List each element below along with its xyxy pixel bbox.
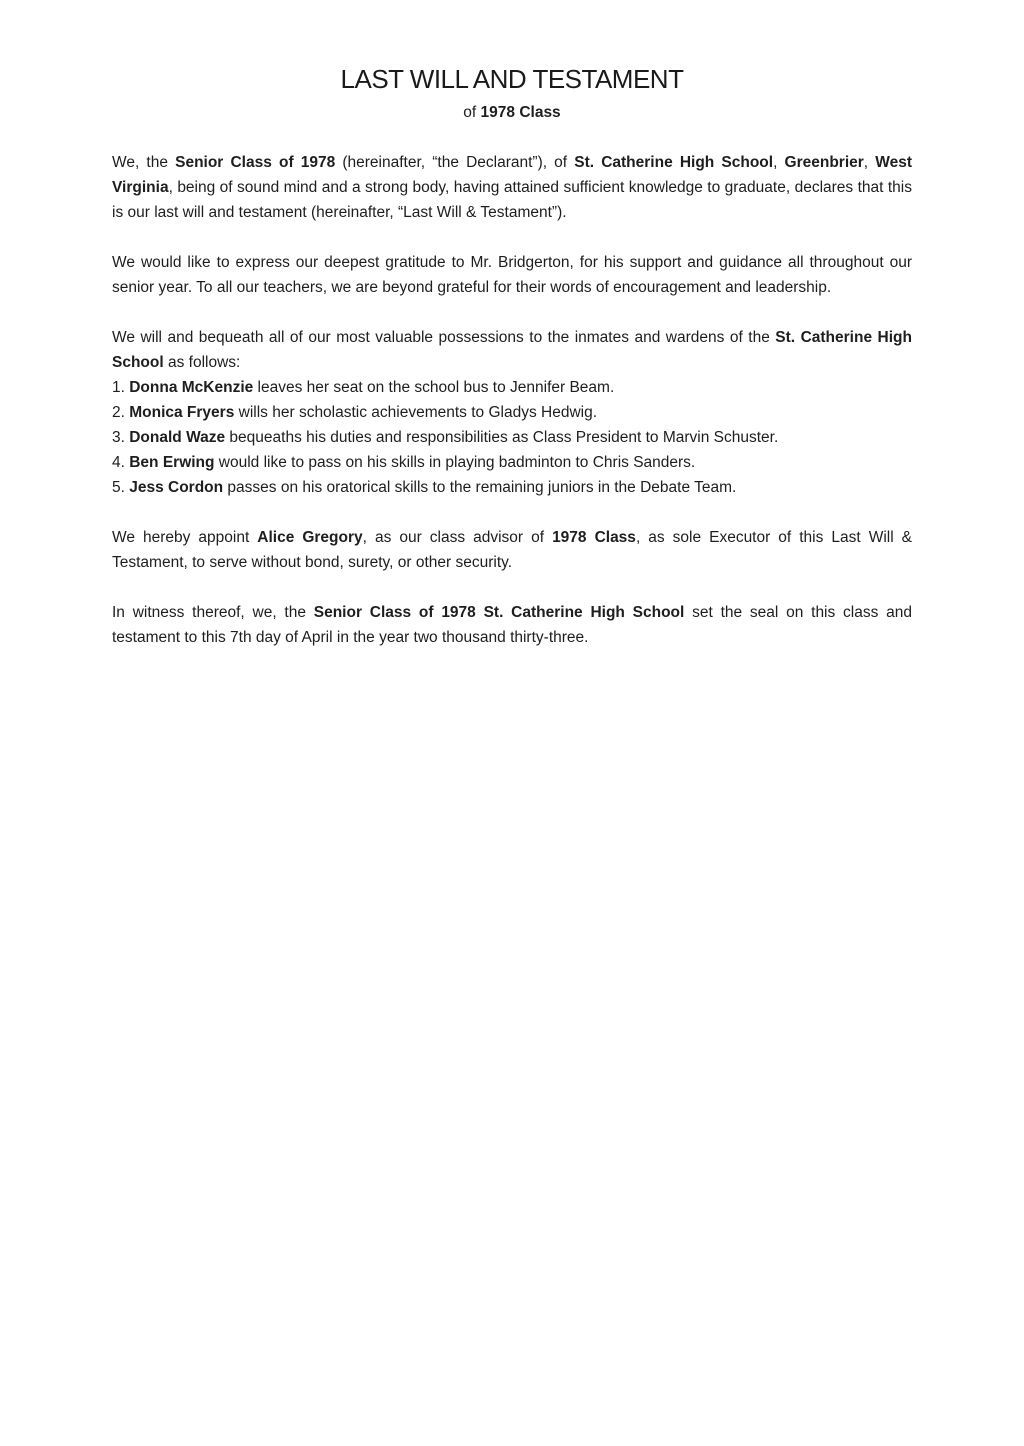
- item-number: 4.: [112, 454, 130, 471]
- student-name: Donna McKenzie: [129, 379, 254, 396]
- executor-name: Alice Gregory: [257, 529, 363, 546]
- bequest-intro-paragraph: [112, 325, 912, 375]
- student-name: Monica Fryers: [129, 404, 235, 421]
- subtitle-class: 1978 Class: [480, 104, 561, 121]
- text: , being of sound mind and a strong body, having attained sufficient knowledge to graduate, declares that this is our last will and testament (hereinafter, “Last Will & Testament”).: [112, 179, 912, 221]
- class-school-name: Senior Class of 1978 St. Catherine High School: [313, 604, 685, 621]
- document-subtitle: [112, 100, 912, 125]
- document-page: [112, 62, 912, 675]
- text: set the seal on this class and testament to this 7th day of April in the year two thousand thirty-three.: [112, 604, 912, 646]
- witness-paragraph: [112, 600, 912, 650]
- county-name: Greenbrier: [784, 154, 864, 171]
- student-name: Jess Cordon: [129, 479, 224, 496]
- declarant-name: Senior Class of 1978: [175, 154, 336, 171]
- item-number: 1.: [112, 379, 130, 396]
- item-number: 3.: [112, 429, 130, 446]
- text: In witness thereof, we, the: [112, 604, 314, 621]
- gratitude-paragraph: We would like to express our deepest gratitude to Mr. Bridgerton, for his support and guidance all throughout our senior year. To all our teachers, we are beyond grateful for their words of encouragement and leadership.: [112, 254, 912, 296]
- text: We, the: [112, 154, 176, 171]
- text: ,: [863, 154, 876, 171]
- subtitle-prefix: of: [463, 104, 481, 121]
- text: as follows:: [163, 354, 241, 371]
- declaration-paragraph: [112, 150, 912, 225]
- list-item: [112, 400, 912, 425]
- student-name: Donald Waze: [129, 429, 226, 446]
- document-title: LAST WILL AND TESTAMENT: [340, 64, 684, 94]
- item-number: 5.: [112, 479, 130, 496]
- school-name: St. Catherine High School: [112, 329, 912, 371]
- text: , as sole Executor of this Last Will & Testament, to serve without bond, surety, or other security.: [112, 529, 913, 571]
- item-text: bequeaths his duties and responsibilities as Class President to Marvin Schuster.: [225, 429, 779, 446]
- school-name: St. Catherine High School: [574, 154, 774, 171]
- text: (hereinafter, “the Declarant”), of: [335, 154, 575, 171]
- state-name: West Virginia: [112, 154, 913, 196]
- item-text: leaves her seat on the school bus to Jennifer Beam.: [253, 379, 615, 396]
- bequest-list: [112, 375, 912, 500]
- list-item: [112, 450, 912, 475]
- executor-paragraph: [112, 525, 912, 575]
- item-text: would like to pass on his skills in playing badminton to Chris Sanders.: [214, 454, 696, 471]
- text: ,: [773, 154, 785, 171]
- text: We hereby appoint: [112, 529, 258, 546]
- student-name: Ben Erwing: [129, 454, 215, 471]
- item-text: wills her scholastic achievements to Gladys Hedwig.: [234, 404, 598, 421]
- text: , as our class advisor of: [362, 529, 553, 546]
- list-item: [112, 425, 912, 450]
- item-text: passes on his oratorical skills to the remaining juniors in the Debate Team.: [223, 479, 737, 496]
- text: We will and bequeath all of our most valuable possessions to the inmates and wardens of the: [112, 329, 776, 346]
- list-item: [112, 475, 912, 500]
- item-number: 2.: [112, 404, 130, 421]
- list-item: [112, 375, 912, 400]
- class-name: 1978 Class: [552, 529, 636, 546]
